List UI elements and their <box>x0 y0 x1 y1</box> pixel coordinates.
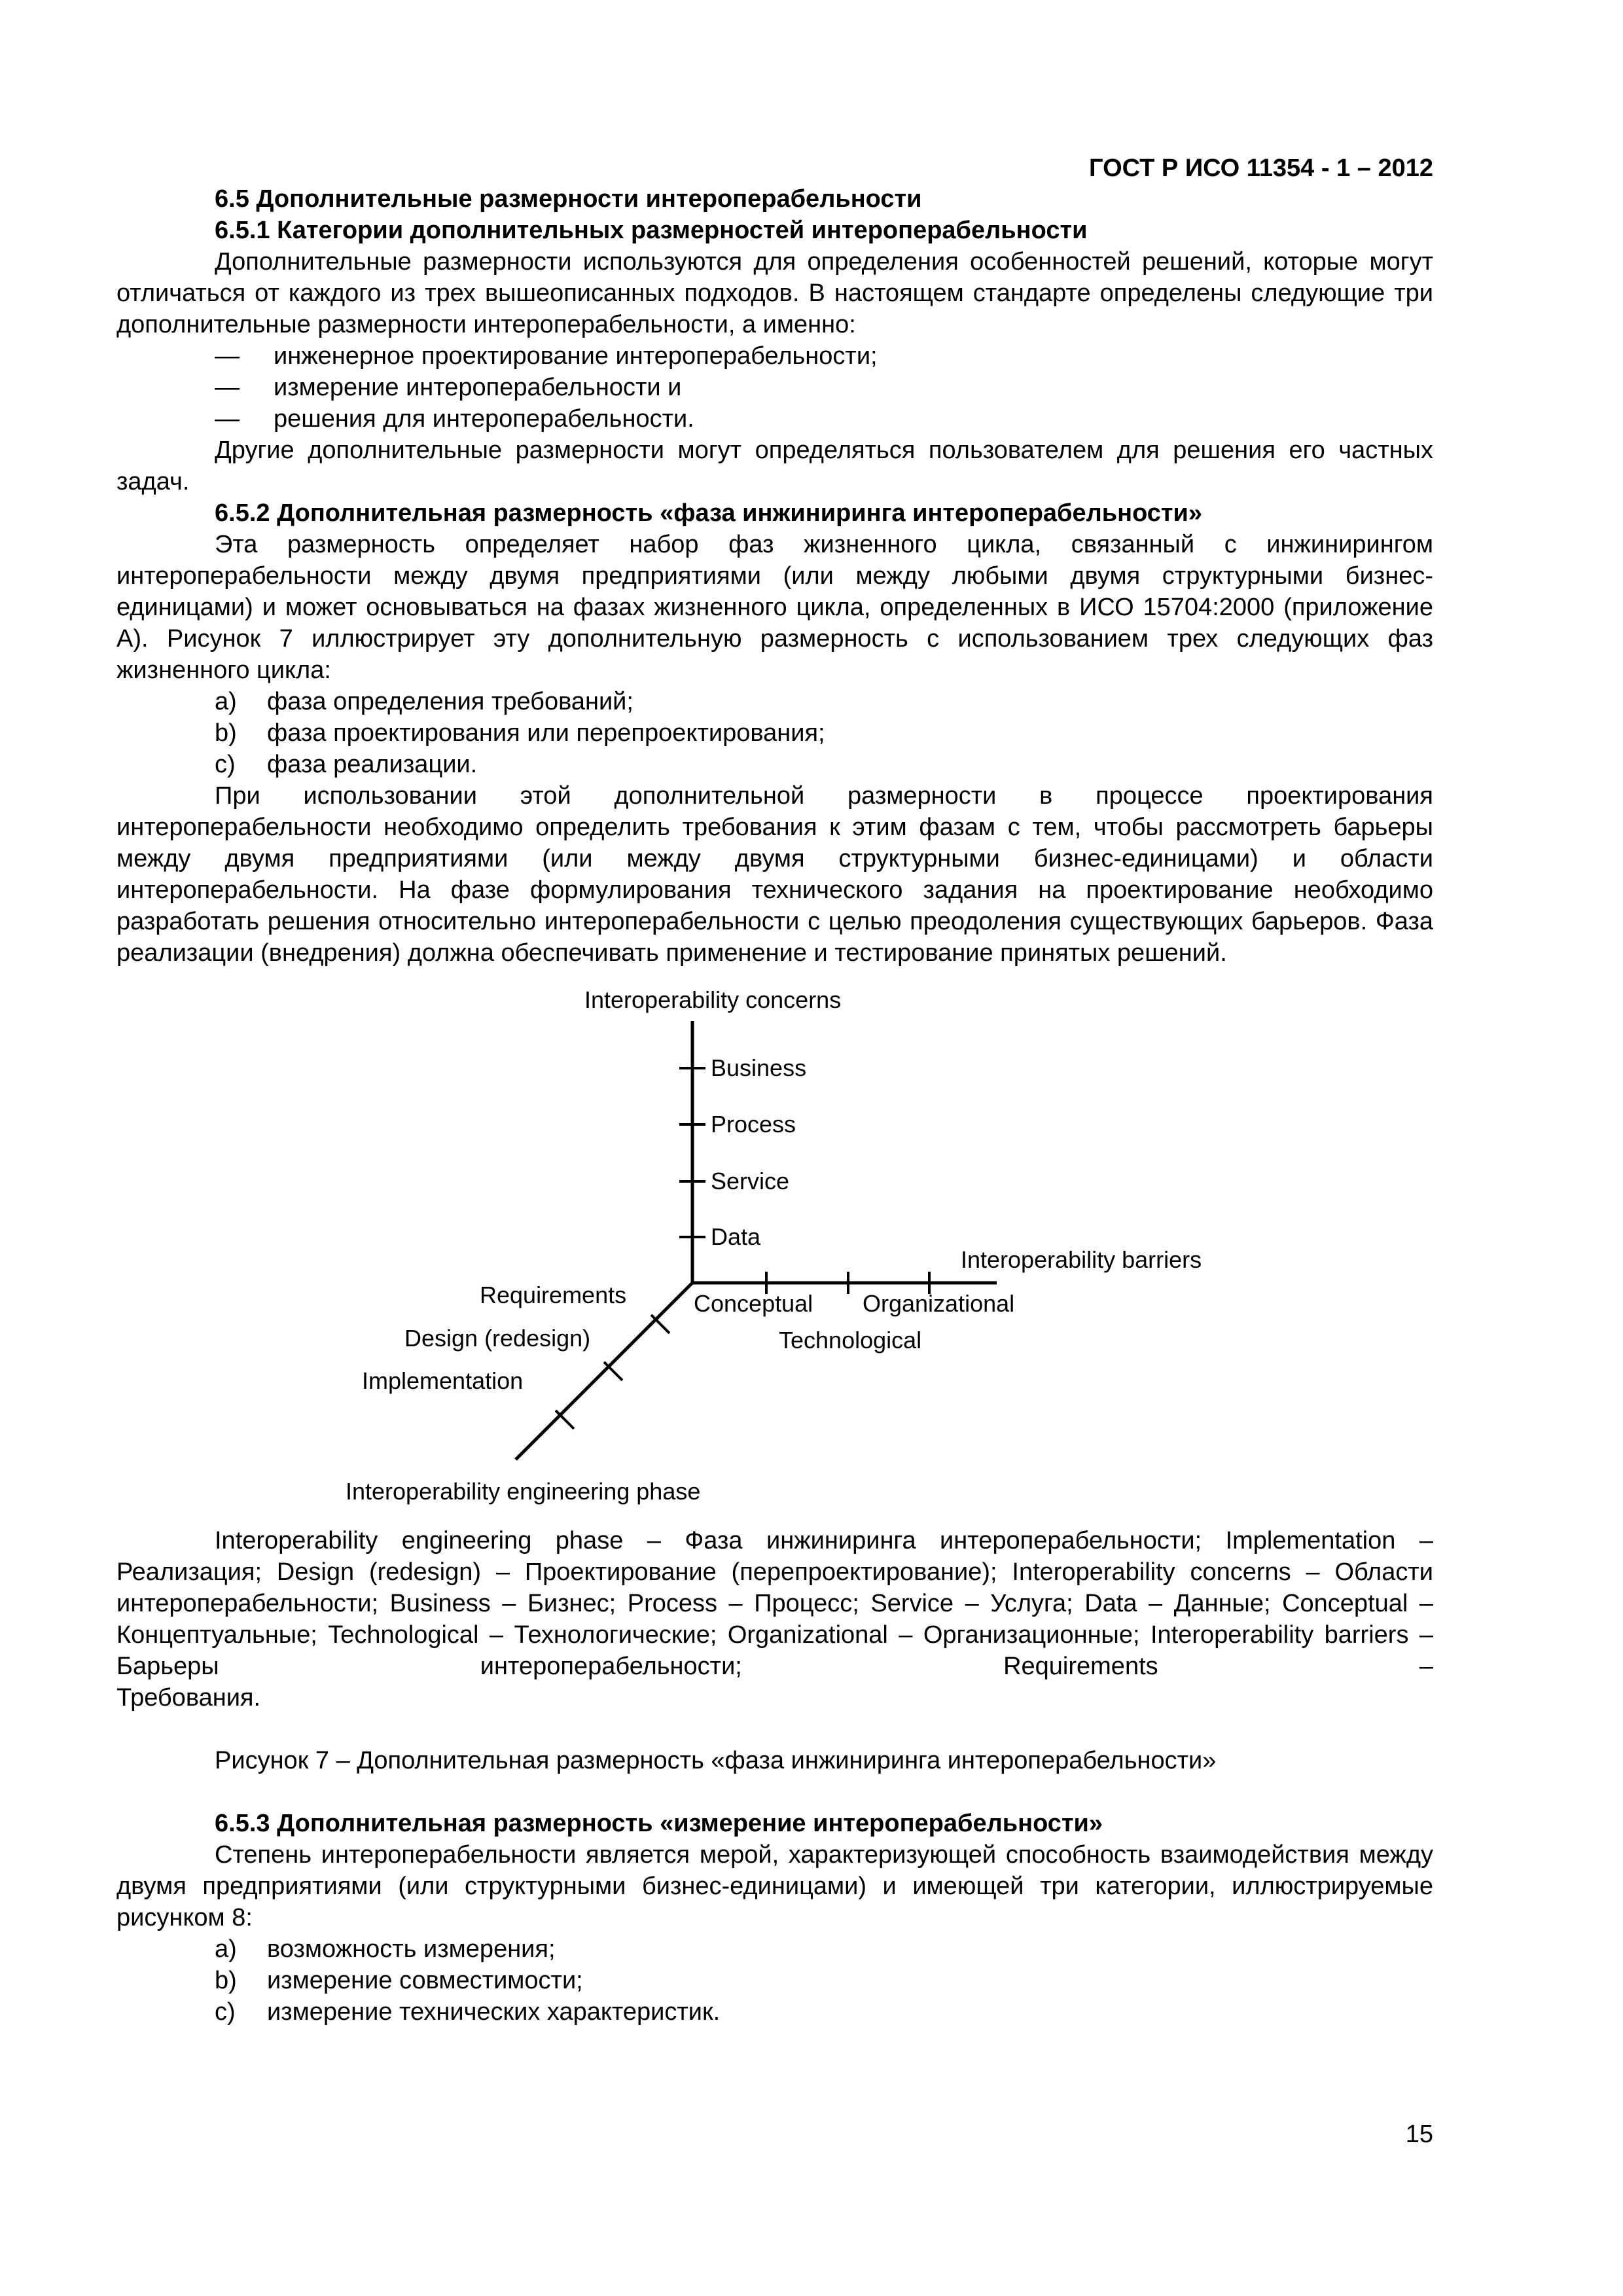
section-6-5-2-paragraph: Эта размерность определяет набор фаз жизненного цикла, связанный с инжинирингом интероперабельности между двумя предприятиями (или между любыми двумя структурными бизнес-единицами) и может основываться на фазах жизненного цикла, определенных в ИСО 15704:2000 (приложение А). Рисунок 7 иллюстрирует эту дополнительную размерность с использованием трех следующих фаз жизненного цикла: <box>116 531 1433 684</box>
section-6-5-1-title: 6.5.1 Категории дополнительных размерностей интероперабельности <box>215 217 1088 244</box>
figure-7-diagram <box>116 982 1433 1525</box>
figure-legend: Interoperability engineering phase – Фаза инжиниринга интероперабельности; Implementation – Реализация; Design (redesign) – Проектирование (перепроектирование); Interoperability concerns – Области интероперабельности; Business – Бизнес; Process – Процесс; Service – Услуга; Data – Данные; Conceptual – Концептуальные; Technological – Технологические; Organizational – Организационные; Interoperability barriers – Барьеры интероперабельности; Requirements – <box>116 1527 1433 1680</box>
phase-axis-title: Interoperability engineering phase <box>346 1478 701 1505</box>
list-item-text: измерение технических характеристик. <box>267 1998 721 2026</box>
dash-mark: — <box>215 342 240 370</box>
list-item <box>116 749 1433 780</box>
list-item-text: инженерное проектирование интероперабельности; <box>274 342 878 370</box>
list-marker: c) <box>215 1998 236 2026</box>
list-item-text: решения для интероперабельности. <box>274 405 694 433</box>
phase-tick <box>556 1410 574 1429</box>
list-item-text: фаза реализации. <box>267 751 478 778</box>
list-item-text: фаза проектирования или перепроектирования; <box>267 719 825 747</box>
dash-mark: — <box>215 374 240 401</box>
figure-legend-end: Требования. <box>116 1684 261 1712</box>
document-header: ГОСТ Р ИСО 11354 - 1 – 2012 <box>1089 154 1433 182</box>
phase-axis <box>516 1283 692 1460</box>
barriers-axis-title: Interoperability barriers <box>961 1246 1202 1273</box>
list-item <box>116 686 1433 717</box>
section-6-5-1-paragraph-2: Другие дополнительные размерности могут определяться пользователем для решения его частных задач. <box>116 437 1433 495</box>
list-marker: b) <box>215 719 237 747</box>
concerns-axis-title: Interoperability concerns <box>584 986 842 1013</box>
section-6-5-3-paragraph: Степень интероперабельности является мерой, характеризующей способность взаимодействия между двумя предприятиями (или структурными бизнес-единицами) и имеющей три категории, иллюстрируемые рисунком 8: <box>116 1841 1433 1931</box>
section-6-5-3-title: 6.5.3 Дополнительная размерность «измерение интероперабельности» <box>215 1810 1103 1837</box>
phase-label-requirements: Requirements <box>480 1282 627 1308</box>
page-number: 15 <box>1405 2121 1433 2148</box>
list-item <box>116 1965 1433 1996</box>
list-item <box>116 340 1433 372</box>
page-content <box>116 183 1433 2028</box>
barrier-label-organizational: Organizational <box>863 1290 1015 1317</box>
phase-label-implementation: Implementation <box>362 1367 524 1394</box>
section-6-5-1-paragraph: Дополнительные размерности используются для определения особенностей решений, которые могут отличаться от каждого из трех вышеописанных подходов. В настоящем стандарте определены следующие три дополнительные размерности интероперабельности, а именно: <box>116 248 1433 338</box>
list-item-text: фаза определения требований; <box>267 688 633 715</box>
concern-label-service: Service <box>711 1168 790 1194</box>
list-marker: a) <box>215 688 237 715</box>
section-6-5-2-paragraph-2: При использовании этой дополнительной размерности в процессе проектирования интероперабельности необходимо определить требования к этим фазам с тем, чтобы рассмотреть барьеры между двумя предприятиями (или между двумя структурными бизнес-единицами) и области интероперабельности. На фазе формулирования технического задания на проектирование необходимо разработать решения относительно интероперабельности с целью преодоления существующих барьеров. Фаза реализации (внедрения) должна обеспечивать применение и тестирование принятых решений. <box>116 782 1433 967</box>
list-item <box>116 403 1433 435</box>
phase-label-design: Design (redesign) <box>404 1325 591 1352</box>
phase-tick <box>651 1315 669 1333</box>
section-6-5-title: 6.5 Дополнительные размерности интероперабельности <box>215 185 922 213</box>
list-item-text: измерение совместимости; <box>267 1967 583 1994</box>
concern-label-data: Data <box>711 1223 761 1250</box>
list-item <box>116 1933 1433 1965</box>
list-marker: c) <box>215 751 236 778</box>
phase-tick <box>604 1362 622 1380</box>
section-6-5-2-title: 6.5.2 Дополнительная размерность «фаза инжиниринга интероперабельности» <box>215 499 1203 527</box>
barrier-label-technological: Technological <box>779 1327 922 1354</box>
list-marker: b) <box>215 1967 237 1994</box>
concern-label-process: Process <box>711 1111 796 1138</box>
diagram-svg <box>116 982 1433 1525</box>
figure-caption: Рисунок 7 – Дополнительная размерность «фаза инжиниринга интероперабельности» <box>215 1747 1217 1774</box>
barrier-label-conceptual: Conceptual <box>694 1290 813 1317</box>
list-item-text: возможность измерения; <box>267 1935 556 1963</box>
list-item <box>116 717 1433 749</box>
list-item <box>116 372 1433 403</box>
list-item <box>116 1996 1433 2028</box>
list-item-text: измерение интероперабельности и <box>274 374 682 401</box>
list-marker: a) <box>215 1935 237 1963</box>
dash-mark: — <box>215 405 240 433</box>
concern-label-business: Business <box>711 1054 807 1081</box>
